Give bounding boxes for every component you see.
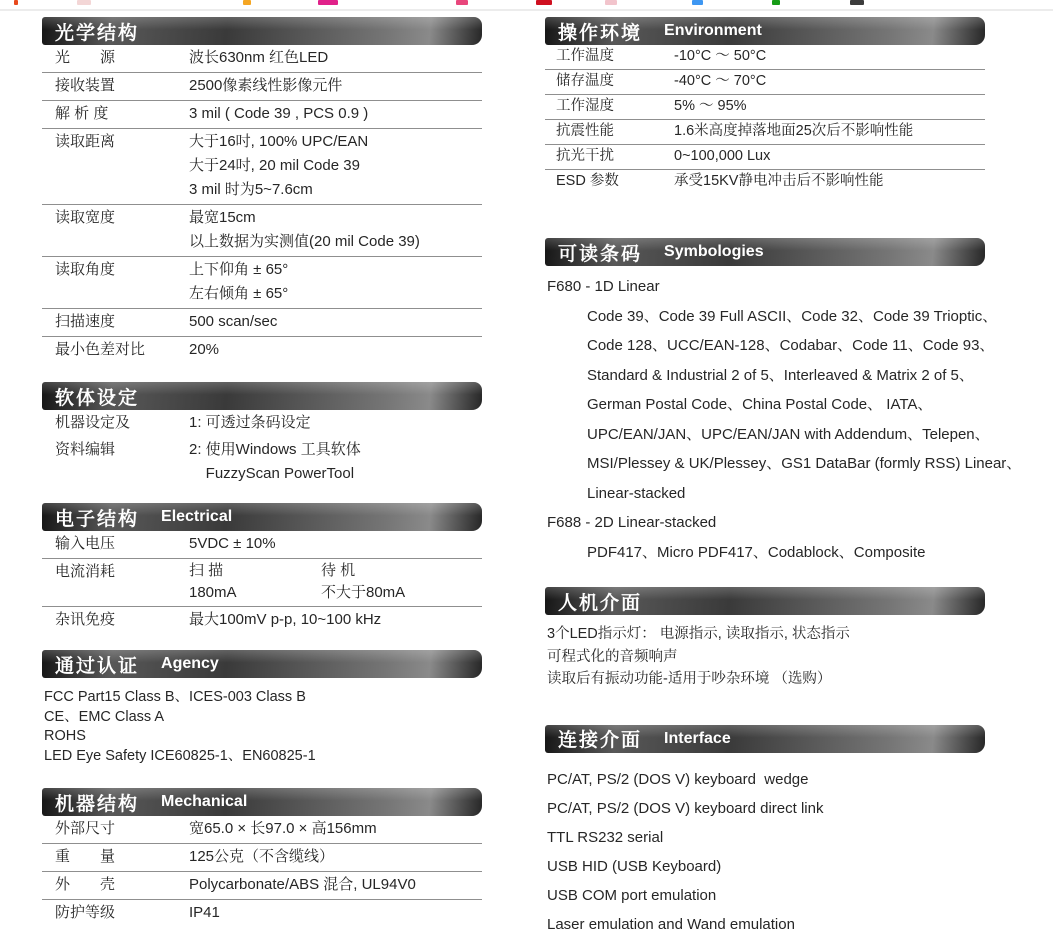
browser-bookmarks-strip [0,0,1053,11]
section-header-environment [545,17,985,45]
value-line: FuzzyScan PowerTool [189,465,355,482]
spec-table [42,531,482,634]
row-label: 读取距离 [55,133,116,150]
table-row [42,531,482,559]
table-row [42,410,482,437]
row-value [189,901,482,925]
list-line: PC/AT, PS/2 (DOS V) keyboard direct link [547,799,824,817]
section-header-electrical [42,503,482,531]
right-column [545,17,1022,939]
value-line: 3 mil 时为5~7.6cm [189,181,313,198]
value-line: 2500像素线性影像元件 [189,77,343,94]
section-title-zh: 光学结构 [55,22,140,44]
table-row [42,900,482,927]
row-value [189,438,482,486]
value-line: 3 mil ( Code 39 , PCS 0.9 ) [189,105,369,122]
list-line: PDF417、Micro PDF417、Codablock、Composite [587,543,926,561]
row-label: 防护等级 [55,904,116,921]
row-label: 杂讯免疫 [55,611,116,628]
row-label: 外 壳 [55,876,116,893]
table-row [42,45,482,73]
row-value [189,338,482,362]
table-row [545,120,985,145]
row-value [189,411,482,435]
row-value [189,102,482,126]
section-title-zh: 机器结构 [55,793,140,815]
section-title-zh: 通过认证 [55,655,140,677]
subcol-heading: 扫 描 [189,562,224,579]
table-row [545,145,985,170]
list-line: USB HID (USB Keyboard) [547,857,722,875]
section-header-agency [42,650,482,678]
section-title-en: Environment [664,22,762,39]
value-line: IP41 [189,904,220,921]
list-line: CE、EMC Class A [44,708,165,725]
row-value [674,171,985,192]
table-row [42,337,482,364]
row-label: 输入电压 [55,535,116,552]
bookmark-favicon-fragment[interactable] [77,0,91,5]
row-value [189,560,482,604]
section-title-en: Agency [161,655,219,672]
spec-table [42,45,482,364]
table-row [42,844,482,872]
section-header-optical [42,17,482,45]
value-line: 大于24吋, 20 mil Code 39 [189,157,360,174]
section-title-zh: 可读条码 [558,243,643,265]
value-line: 左右倾角 ± 65° [189,285,289,302]
list-line: Code 128、UCC/EAN-128、Codabar、Code 11、Code 93、 [587,337,995,354]
table-row [42,559,482,607]
value-line: 500 scan/sec [189,313,278,330]
value-line: -10°C ～ 50°C [674,48,767,64]
list-line: Linear-stacked [587,484,686,502]
row-label: ESD 参数 [556,173,619,189]
section-title-en: Electrical [161,508,233,525]
table-row [42,205,482,257]
section-title-en: Mechanical [161,793,248,810]
row-subcolumn [189,560,321,604]
section-agency [42,650,482,766]
table-row [42,257,482,309]
row-label: 工作温度 [556,48,614,64]
section-interface [545,725,985,939]
bookmark-favicon-fragment[interactable] [14,0,18,5]
row-value [674,96,985,117]
list-line: F680 - 1D Linear [547,278,660,295]
value-line: 1: 可透过条码设定 [189,414,311,431]
table-row [545,170,985,194]
bookmark-favicon-fragment[interactable] [456,0,468,5]
section-header-symbologies [545,238,985,266]
row-value [189,74,482,98]
table-row [545,70,985,95]
bookmark-favicon-fragment[interactable] [605,0,617,5]
row-value [189,258,482,306]
spec-table [545,45,985,194]
table-row [42,816,482,844]
list-line: PC/AT, PS/2 (DOS V) keyboard wedge [547,770,809,788]
table-row [42,872,482,900]
section-electrical [42,503,482,634]
section-title-zh: 软体设定 [55,387,140,409]
row-value [189,817,482,841]
list-line: USB COM port emulation [547,886,717,904]
section-software [42,376,482,488]
section-title-zh: 操作环境 [558,22,643,44]
section-title-zh: 连接介面 [558,730,643,751]
row-value [189,310,482,334]
list-line: German Postal Code、China Postal Code、 IATA、 [587,396,933,413]
value-line: 125公克（不含缆线） [189,848,335,865]
bookmark-favicon-fragment[interactable] [536,0,552,5]
row-label: 最小色差对比 [55,341,146,358]
table-row [42,101,482,129]
spec-list [545,753,985,939]
row-label: 抗震性能 [556,123,614,139]
row-value [189,608,482,632]
subcol-value: 180mA [189,584,237,601]
table-row [42,607,482,634]
section-title-en: Interface [664,729,731,747]
list-line: 3个LED指示灯： 电源指示, 读取指示, 状态指示 [547,626,850,642]
value-line: 宽65.0 × 长97.0 × 高156mm [189,820,377,837]
section-title-en: Symbologies [664,243,764,260]
list-line: Code 39、Code 39 Full ASCII、Code 32、Code 39 Trioptic、 [587,307,998,325]
row-label: 储存温度 [556,73,614,89]
table-row [42,73,482,101]
row-value [189,845,482,869]
table-row [42,309,482,337]
section-optical [42,17,482,364]
value-line: 承受15KV静电冲击后不影响性能 [674,173,884,189]
value-line: 最宽15cm [189,209,256,226]
row-value [189,206,482,254]
list-line: 可程式化的音频响声 [547,648,678,665]
spec-list [545,266,1022,567]
row-label: 资料编辑 [55,441,116,458]
row-label: 光 源 [55,49,116,66]
spec-table [42,816,482,927]
value-line: -40°C ～ 70°C [674,73,767,89]
row-label: 读取角度 [55,261,116,278]
section-header-mechanical [42,788,482,816]
row-value [674,46,985,67]
value-line: 5VDC ± 10% [189,535,276,552]
row-label: 解 析 度 [55,105,109,122]
row-subcolumn [321,560,453,604]
section-title-zh: 人机介面 [558,592,643,614]
value-line: 0~100,000 Lux [674,148,771,164]
bookmark-favicon-fragment[interactable] [243,0,251,5]
table-row [42,129,482,205]
value-line: 5% ～ 95% [674,98,747,114]
list-line: F688 - 2D Linear-stacked [547,514,717,531]
list-line: LED Eye Safety ICE60825-1、EN60825-1 [44,747,316,764]
subcol-value: 不大于80mA [321,584,406,601]
value-line: 波长630nm 红色LED [189,49,329,66]
row-value [189,532,482,556]
value-line: 以上数据为实测值(20 mil Code 39) [189,233,420,250]
list-line: ROHS [44,728,86,744]
spec-list [545,615,985,691]
spec-table [42,410,482,488]
section-environment [545,17,985,194]
value-line: 2: 使用Windows 工具软体 [189,441,361,458]
row-label: 电流消耗 [55,563,116,580]
list-line: UPC/EAN/JAN、UPC/EAN/JAN with Addendum、Telepen、 [587,425,990,443]
row-label: 扫描速度 [55,313,116,330]
list-line: Laser emulation and Wand emulation [547,915,795,933]
table-row [42,437,482,488]
row-label: 工作湿度 [556,98,614,114]
section-title-zh: 电子结构 [55,508,140,530]
value-line: Polycarbonate/ABS 混合, UL94V0 [189,876,416,893]
row-value [189,46,482,70]
section-hmi [545,587,985,691]
row-label: 重 量 [55,848,116,865]
section-header-software [42,382,482,410]
bookmark-favicon-fragment[interactable] [692,0,703,5]
bookmark-favicon-fragment[interactable] [772,0,780,5]
row-label: 外部尺寸 [55,820,116,837]
section-mechanical [42,788,482,927]
bookmark-favicon-fragment[interactable] [318,0,338,5]
subcol-heading: 待 机 [321,562,356,579]
left-column [42,17,482,927]
table-row [545,45,985,70]
value-line: 20% [189,341,220,358]
list-line: MSI/Plessey & UK/Plessey、GS1 DataBar (formly RSS) Linear、 [587,455,1022,472]
list-line: FCC Part15 Class B、ICES-003 Class B [44,689,306,705]
value-line: 大于16吋, 100% UPC/EAN [189,133,369,150]
section-header-interface [545,725,985,753]
value-line: 上下仰角 ± 65° [189,261,289,278]
value-line: 1.6米高度掉落地面25次后不影响性能 [674,123,914,139]
list-line: Standard & Industrial 2 of 5、Interleaved & Matrix 2 of 5、 [587,366,974,384]
bookmark-favicon-fragment[interactable] [850,0,864,5]
row-value [189,130,482,202]
list-line: 读取后有振动功能-适用于吵杂环境 （选购） [547,671,832,687]
row-value [674,71,985,92]
value-line: 最大100mV p-p, 10~100 kHz [189,611,382,628]
section-symbologies [545,238,1022,567]
list-line: TTL RS232 serial [547,828,664,846]
section-header-hmi [545,587,985,615]
row-value [189,873,482,897]
row-label: 抗光干扰 [556,148,614,164]
row-subcolumns [189,560,482,604]
row-value [674,121,985,142]
row-label: 机器设定及 [55,414,131,431]
row-label: 读取宽度 [55,209,116,226]
table-row [545,95,985,120]
row-label: 接收装置 [55,77,116,94]
spec-list [42,678,482,766]
row-value [674,146,985,167]
